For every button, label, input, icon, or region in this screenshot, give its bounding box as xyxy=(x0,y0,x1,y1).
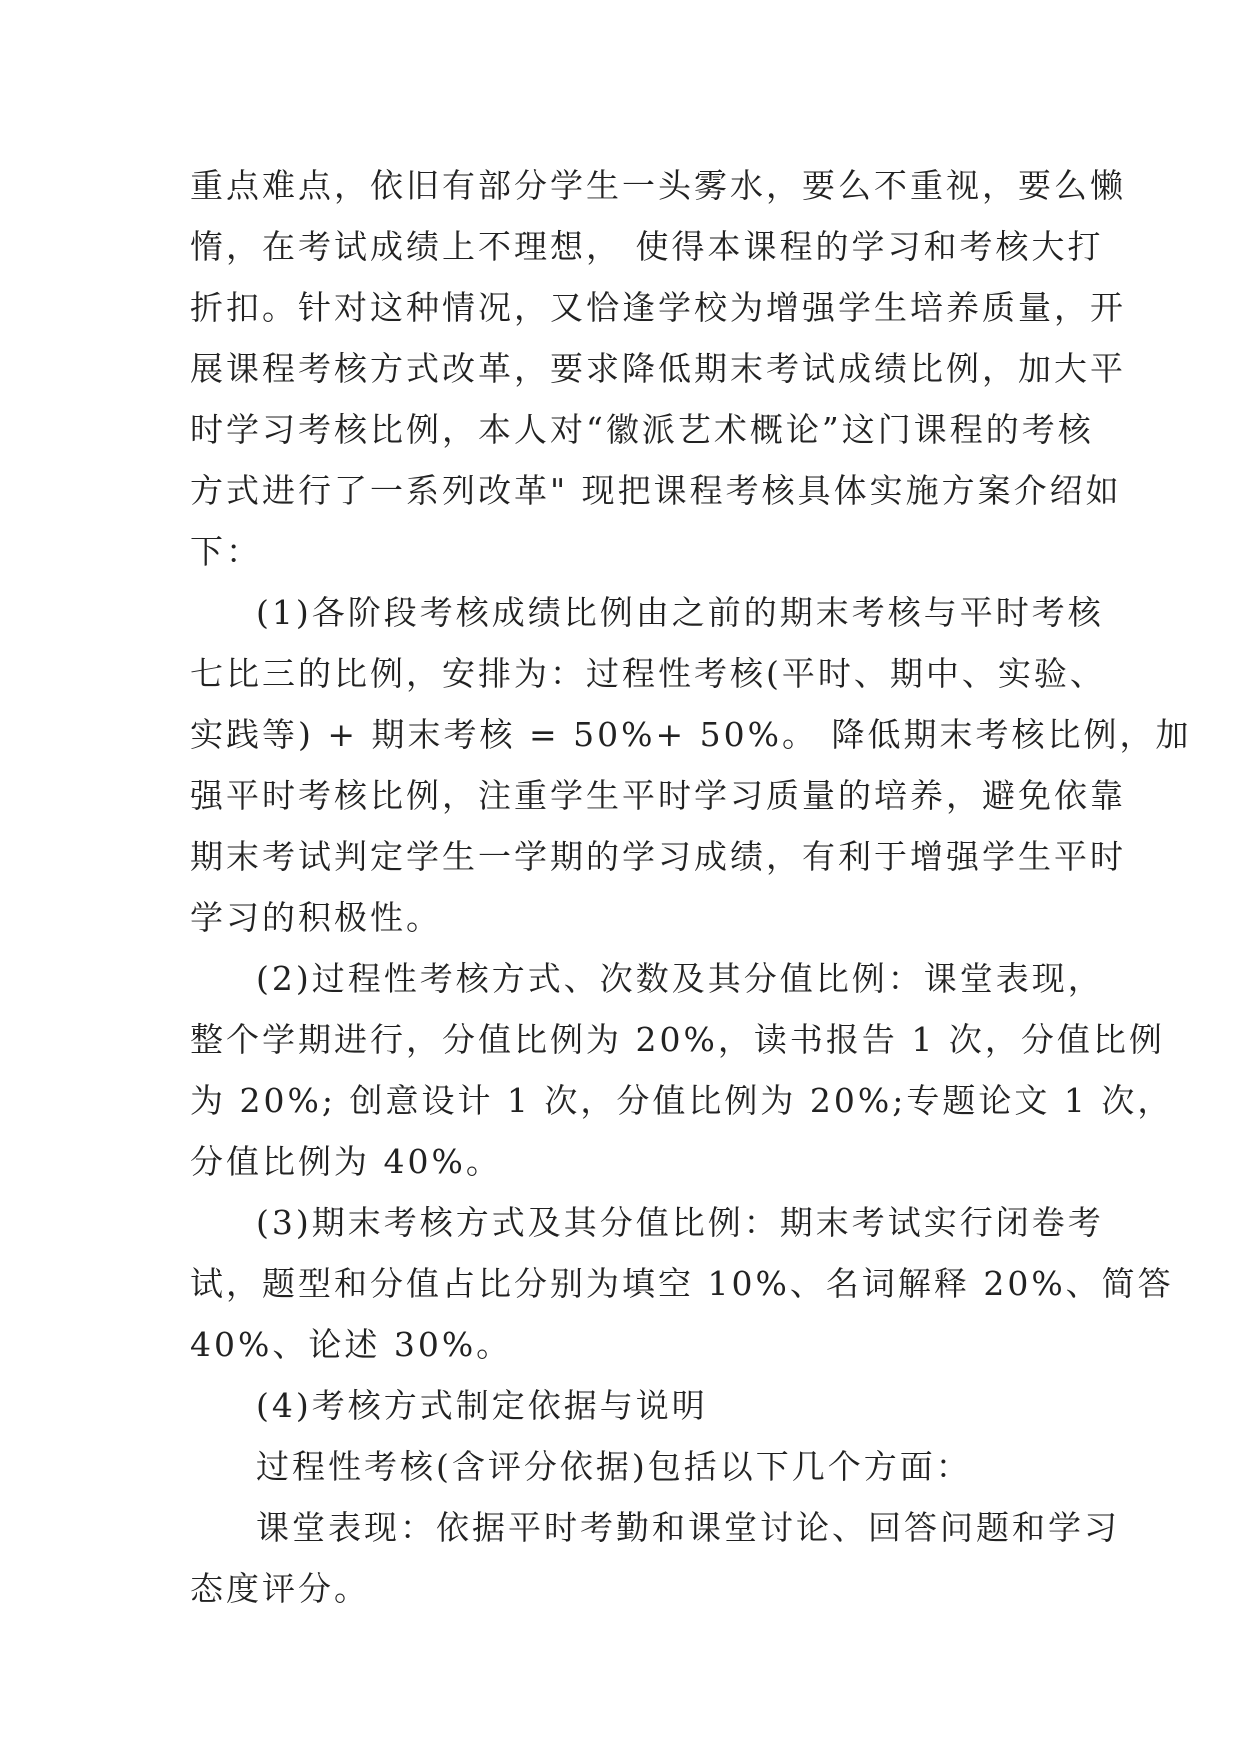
text-line: 惰，在考试成绩上不理想， 使得本课程的学习和考核大打 xyxy=(190,227,1104,266)
text-line: 折扣。针对这种情况，又恰逢学校为增强学生培养质量，开 xyxy=(190,288,1126,327)
text-line: 七比三的比例，安排为：过程性考核(平时、期中、实验、 xyxy=(190,654,1106,693)
text-line: 态度评分。 xyxy=(190,1569,370,1608)
text-line: 强平时考核比例，注重学生平时学习质量的培养，避免依靠 xyxy=(190,776,1126,815)
paragraph-1-start: (1)各阶段考核成绩比例由之前的期末考核与平时考核 xyxy=(256,593,1104,632)
text-line: 40%、论述 30%。 xyxy=(190,1325,513,1364)
text-line: 重点难点，依旧有部分学生一头雾水，要么不重视，要么懒 xyxy=(190,166,1126,205)
body-text xyxy=(190,155,1192,1619)
paragraph-process-assessment: 过程性考核(含评分依据)包括以下几个方面： xyxy=(256,1447,972,1486)
text-line: 期末考试判定学生一学期的学习成绩，有利于增强学生平时 xyxy=(190,837,1126,876)
text-line: 试，题型和分值占比分别为填空 10%、名词解释 20%、简答 xyxy=(190,1264,1174,1303)
text-line: 时学习考核比例，本人对“徽派艺术概论”这门课程的考核 xyxy=(190,410,1094,449)
text-line: 学习的积极性。 xyxy=(190,898,442,937)
paragraph-classroom-performance: 课堂表现：依据平时考勤和课堂讨论、回答问题和学习 xyxy=(256,1508,1120,1547)
text-line: 下： xyxy=(190,532,262,571)
text-line: 方式进行了一系列改革" 现把课程考核具体实施方案介绍如 xyxy=(190,471,1122,510)
text-line: 分值比例为 40%。 xyxy=(190,1142,502,1181)
paragraph-3-start: (3)期末考核方式及其分值比例：期末考试实行闭卷考 xyxy=(256,1203,1104,1242)
paragraph-4-heading: (4)考核方式制定依据与说明 xyxy=(256,1386,708,1425)
text-line: 展课程考核方式改革，要求降低期末考试成绩比例，加大平 xyxy=(190,349,1126,388)
text-line: 实践等) + 期末考核 = 50%+ 50%。 降低期末考核比例，加 xyxy=(190,715,1192,754)
text-line: 整个学期进行，分值比例为 20%，读书报告 1 次，分值比例 xyxy=(190,1020,1165,1059)
text-line: 为 20%; 创意设计 1 次，分值比例为 20%;专题论文 1 次， xyxy=(190,1081,1174,1120)
paragraph-2-start: (2)过程性考核方式、次数及其分值比例：课堂表现， xyxy=(256,959,1104,998)
